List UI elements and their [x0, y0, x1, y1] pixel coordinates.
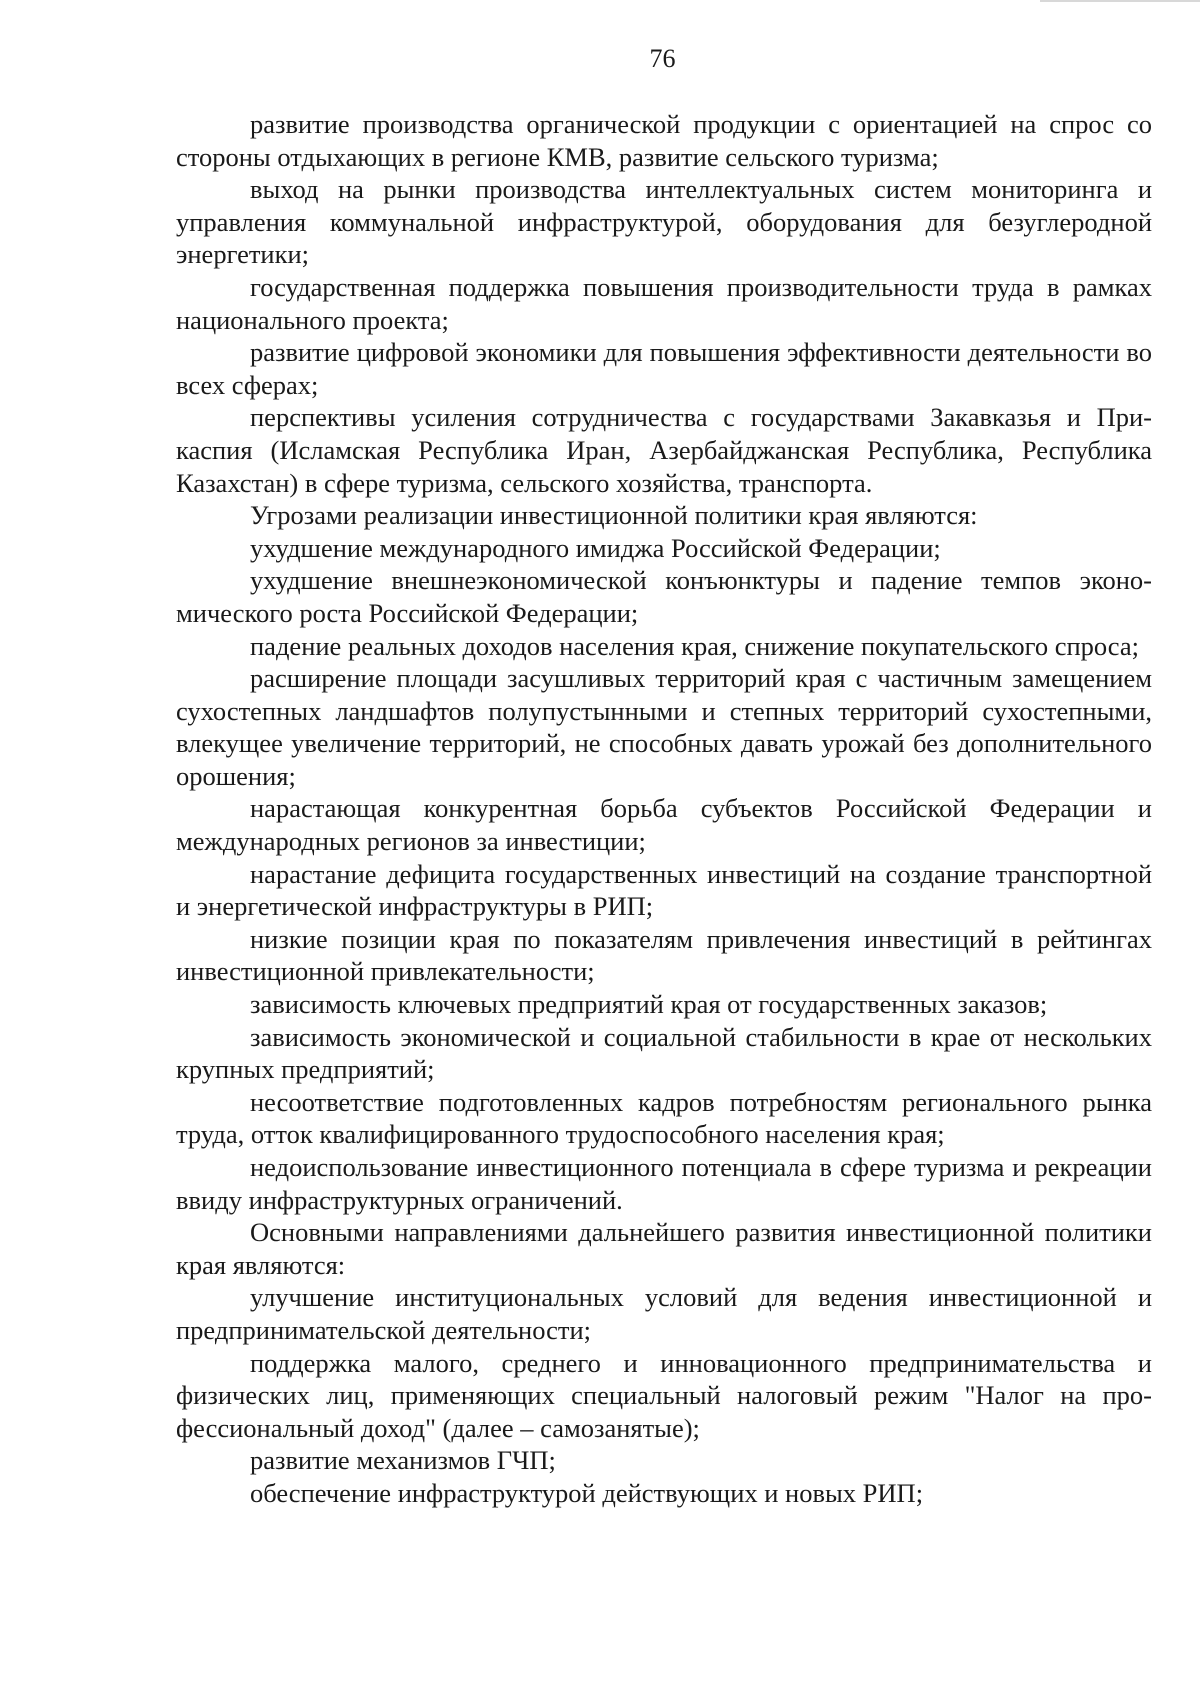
paragraph: Угрозами реализации инвестиционной политики края являются:	[250, 500, 978, 531]
paragraph: развитие производства органической продукции с ориентацией на спрос со стороны отдыхающих в регионе КМВ, развитие сельского туризма;	[176, 109, 1152, 172]
paragraph: улучшение институциональных условий для ведения инвестиционной и предпринимательской деятельности;	[176, 1282, 1152, 1345]
document-body	[176, 108, 1152, 1510]
paragraph: несоответствие подготовленных кадров потребностям регионального рынка труда, отток квалифицированного трудоспособного населения края;	[176, 1086, 1152, 1150]
paragraph: развитие цифровой экономики для повышения эффективности деятельности во всех сферах;	[176, 337, 1152, 400]
scan-edge-mark	[1040, 0, 1200, 2]
page-number: 76	[649, 44, 676, 73]
paragraph: зависимость ключевых предприятий края от государственных заказов;	[250, 989, 1048, 1020]
paragraph: зависимость экономической и социальной стабильности в крае от нескольких крупных предприятий;	[176, 1021, 1152, 1085]
paragraph: обеспечение инфраструктурой действующих и новых РИП;	[250, 1477, 924, 1508]
paragraph: нарастающая конкурентная борьба субъектов Российской Федерации и международных регионов за инвестиции;	[176, 793, 1152, 857]
paragraph: поддержка малого, среднего и инновационного предпринимательства и физических лиц, применяющих специальный налоговый режим "Налог на профессиональный доход" (далее – самозанятые);	[176, 1347, 1152, 1443]
paragraph: недоиспользование инвестиционного потенциала в сфере туризма и рекреации ввиду инфраструктурных ограничений.	[176, 1152, 1152, 1215]
paragraph: развитие механизмов ГЧП;	[250, 1445, 556, 1476]
paragraph: перспективы усиления сотрудничества с государствами Закавказья и Прикаспия (Исламская Республика Иран, Азербайджанская Республика, Республика Казахстан) в сфере туризма, сельского хозяйства, транспорта.	[176, 402, 1152, 498]
paragraph: низкие позиции края по показателям привлечения инвестиций в рейтингах инвестиционной привлекательности;	[176, 923, 1152, 987]
paragraph: ухудшение внешнеэкономической конъюнктуры и падение темпов экономического роста Российской Федерации;	[176, 565, 1152, 628]
paragraph: падение реальных доходов населения края, снижение покупательского спроса;	[250, 630, 1140, 661]
paragraph: государственная поддержка повышения производительности труда в рамках национального проекта;	[176, 271, 1152, 335]
paragraph: выход на рынки производства интеллектуальных систем мониторинга и управления коммунальной инфраструктурой, оборудования для безуглеродной энергетики;	[176, 174, 1152, 270]
paragraph: расширение площади засушливых территорий края с частичным замещением сухостепных ландшафтов полупустынными и степных территорий сухостепными, влекущее увеличение территорий, не способных давать урожай без дополнительного орошения;	[176, 663, 1152, 791]
paragraph: Основными направлениями дальнейшего развития инвестиционной политики края являются:	[176, 1217, 1152, 1280]
paragraph: ухудшение международного имиджа Российской Федерации;	[250, 532, 941, 563]
paragraph: нарастание дефицита государственных инвестиций на создание транспортной и энергетической инфраструктуры в РИП;	[176, 858, 1152, 922]
